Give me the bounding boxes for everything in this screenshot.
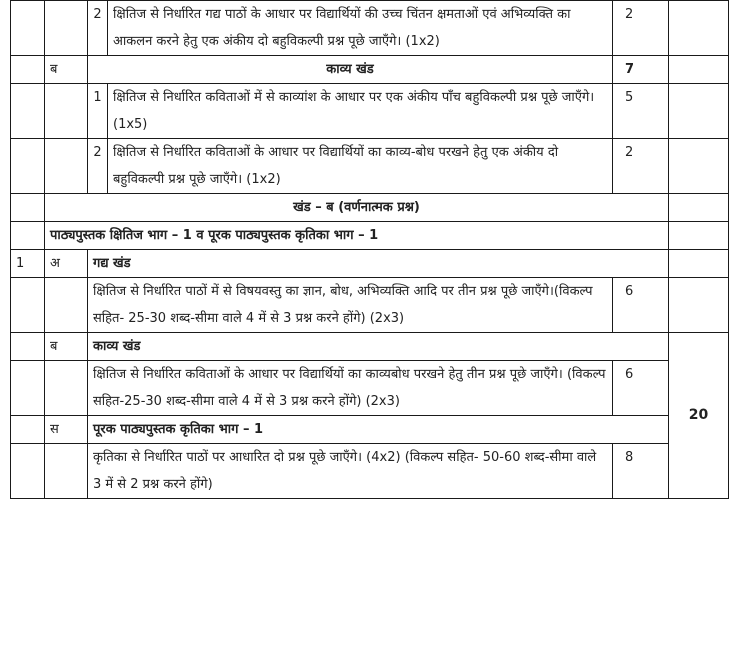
question-number: 2 — [88, 139, 108, 194]
table-row — [11, 1, 729, 56]
serial-number: 1 — [11, 250, 45, 278]
table-row — [11, 361, 729, 416]
question-marks: 6 — [613, 361, 669, 416]
table-row — [11, 56, 729, 84]
table-row — [11, 444, 729, 499]
marks-distribution-table — [10, 0, 729, 499]
total-marks-cell — [669, 1, 729, 56]
textbook-heading: पाठ्यपुस्तक क्षितिज भाग – 1 व पूरक पाठ्यपुस्तक कृतिका भाग – 1 — [45, 222, 669, 250]
table-row — [11, 84, 729, 139]
question-marks: 8 — [613, 444, 669, 499]
question-marks: 2 — [613, 139, 669, 194]
section-letter: ब — [45, 56, 88, 84]
question-description: क्षितिज से निर्धारित पाठों में से विषयवस्तु का ज्ञान, बोध, अभिव्यक्ति आदि पर तीन प्रश्न पूछे जाएँगे।(विकल्प सहित- 25-30 शब्द-सीमा वाले 4 में से 3 प्रश्न करने होंगे) (2x3) — [88, 278, 613, 333]
section-letter: अ — [45, 250, 88, 278]
section-heading: पूरक पाठ्यपुस्तक कृतिका भाग – 1 — [88, 416, 669, 444]
table-row — [11, 139, 729, 194]
question-description: क्षितिज से निर्धारित कविताओं में से काव्यांश के आधार पर एक अंकीय पाँच बहुविकल्पी प्रश्न पूछे जाएँगे। (1x5) — [108, 84, 613, 139]
section-heading: काव्य खंड — [88, 56, 613, 84]
section-letter-cell — [45, 1, 88, 56]
question-marks: 5 — [613, 84, 669, 139]
question-description: क्षितिज से निर्धारित गद्य पाठों के आधार पर विद्यार्थियों की उच्च चिंतन क्षमताओं एवं अभिव्यक्ति का आकलन करने हेतु एक अंकीय दो बहुविकल्पी प्रश्न पूछे जाएँगे। (1x2) — [108, 1, 613, 56]
table-row — [11, 194, 729, 222]
question-marks: 2 — [613, 1, 669, 56]
table-row — [11, 278, 729, 333]
question-number: 2 — [88, 1, 108, 56]
section-heading: काव्य खंड — [88, 333, 669, 361]
question-number: 1 — [88, 84, 108, 139]
section-total-marks: 20 — [669, 333, 729, 499]
table-row — [11, 416, 729, 444]
section-heading: गद्य खंड — [88, 250, 669, 278]
question-description: कृतिका से निर्धारित पाठों पर आधारित दो प्रश्न पूछे जाएँगे। (4x2) (विकल्प सहित- 50-60 शब्द-सीमा वाले 3 में से 2 प्रश्न करने होंगे) — [88, 444, 613, 499]
question-description: क्षितिज से निर्धारित कविताओं के आधार पर विद्यार्थियों का काव्य-बोध परखने हेतु एक अंकीय दो बहुविकल्पी प्रश्न पूछे जाएँगे। (1x2) — [108, 139, 613, 194]
question-description: क्षितिज से निर्धारित कविताओं के आधार पर विद्यार्थियों का काव्यबोध परखने हेतु तीन प्रश्न पूछे जाएँगे। (विकल्प सहित-25-30 शब्द-सीमा वाले 4 में से 3 प्रश्न करने होंगे) (2x3) — [88, 361, 613, 416]
section-letter: स — [45, 416, 88, 444]
serial-cell — [11, 1, 45, 56]
section-letter: ब — [45, 333, 88, 361]
part-heading: खंड – ब (वर्णनात्मक प्रश्न) — [45, 194, 669, 222]
question-marks: 6 — [613, 278, 669, 333]
section-marks: 7 — [613, 56, 669, 84]
table-row — [11, 222, 729, 250]
table-row — [11, 333, 729, 361]
table-row — [11, 250, 729, 278]
